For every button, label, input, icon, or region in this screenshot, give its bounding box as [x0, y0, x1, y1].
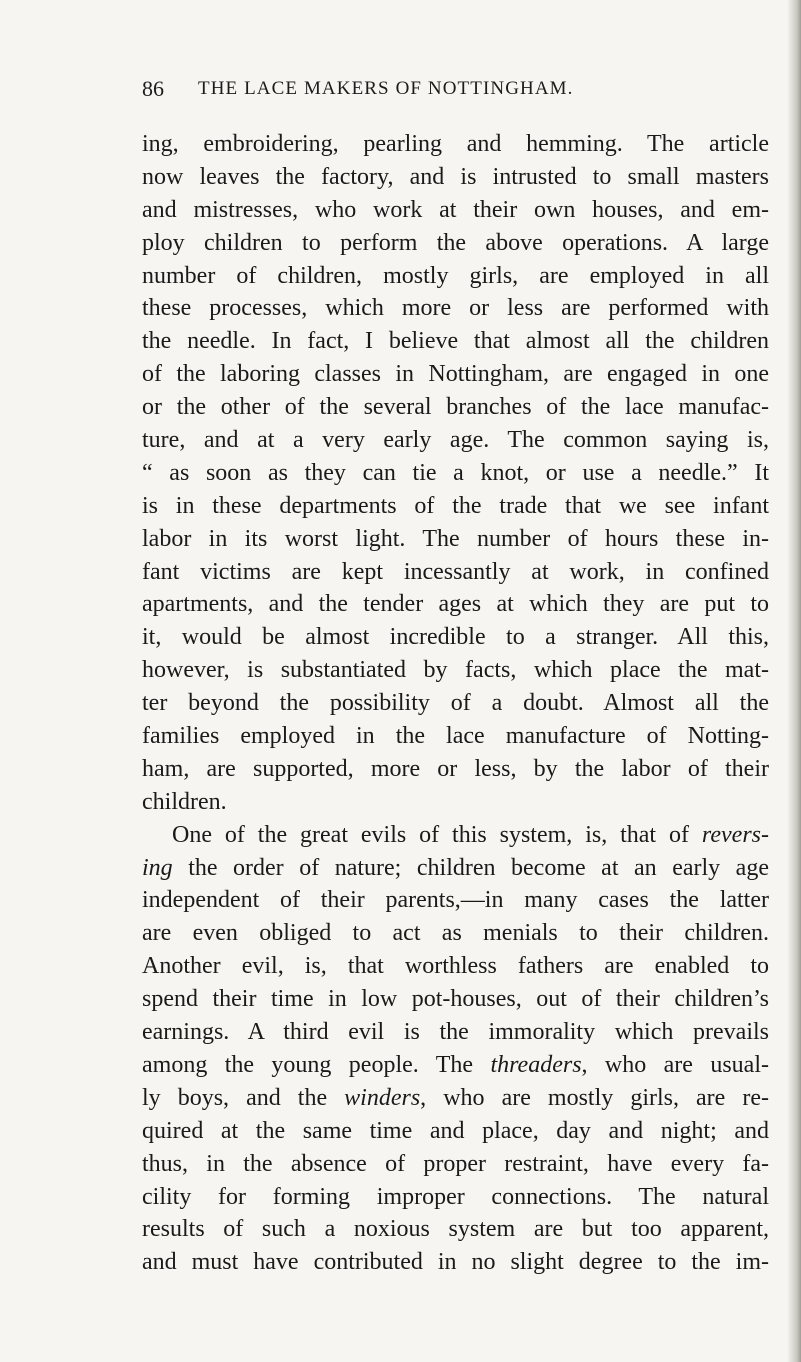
running-head: THE LACE MAKERS OF NOTTINGHAM. [198, 78, 574, 99]
italic-run: ing [142, 854, 173, 881]
text-line [142, 1082, 769, 1115]
text-line: these processes, which more or less are performed with [142, 295, 769, 322]
text-line: ing, embroidering, pearling and hemming. The article [142, 131, 769, 157]
text-line: are even obliged to act as menials to their children. [142, 920, 769, 947]
text-line: ter beyond the possibility of a doubt. Almost all the [142, 690, 769, 717]
text-line: fant victims are kept incessantly at work, in confined [142, 558, 769, 585]
text-line: now leaves the factory, and is intrusted to small masters [142, 163, 769, 190]
text-line: earnings. A third evil is the immorality which prevails [142, 1019, 769, 1046]
page-header [142, 76, 762, 106]
paragraph-1 [142, 128, 769, 819]
text-line: the needle. In fact, I believe that almost all the children [142, 328, 769, 355]
text-run: among the young people. The [142, 1051, 491, 1078]
text-line: quired at the same time and place, day and night; and [142, 1117, 769, 1144]
text-line: spend their time in low pot-houses, out of their children’s [142, 986, 769, 1013]
text-line: Another evil, is, that worthless fathers are enabled to [142, 953, 769, 980]
text-run: , who are mostly girls, are re- [420, 1084, 769, 1111]
text-run: the order of nature; children become at an early age [172, 854, 769, 881]
text-run: One of the great evils of this system, is, that of [172, 821, 702, 848]
text-line: it, would be almost incredible to a stranger. All this, [142, 624, 769, 651]
text-line: and must have contributed in no slight degree to the im- [142, 1249, 769, 1276]
text-line: ploy children to perform the above operations. A large [142, 229, 769, 256]
body-text [142, 128, 769, 1279]
italic-run: revers- [701, 821, 769, 848]
text-line: however, is substantiated by facts, which place the mat- [142, 657, 769, 684]
text-line [142, 852, 769, 885]
text-run: , who are usual- [581, 1051, 769, 1078]
text-line: ham, are supported, more or less, by the labor of their [142, 755, 769, 782]
text-line: apartments, and the tender ages at which they are put to [142, 591, 769, 618]
page-edge-shadow [787, 0, 801, 1362]
italic-run: threaders [490, 1051, 582, 1078]
text-line: number of children, mostly girls, are employed in all [142, 262, 769, 289]
text-run: ly boys, and the [142, 1084, 345, 1111]
text-line: and mistresses, who work at their own houses, and em- [142, 196, 769, 223]
page-number: 86 [142, 76, 164, 101]
text-line: is in these departments of the trade that we see infant [142, 492, 769, 519]
text-line: results of such a noxious system are but too apparent, [142, 1216, 769, 1243]
text-line: of the laboring classes in Nottingham, are engaged in one [142, 361, 769, 388]
text-line: labor in its worst light. The number of hours these in- [142, 525, 769, 552]
text-line: ture, and at a very early age. The common saying is, [142, 427, 769, 454]
text-line: thus, in the absence of proper restraint, have every fa- [142, 1150, 769, 1177]
text-line [142, 819, 769, 852]
text-line: cility for forming improper connections. The natural [142, 1183, 769, 1210]
text-line: or the other of the several branches of the lace manufac- [142, 394, 769, 421]
paragraph-2 [142, 819, 769, 1279]
text-line: children. [142, 788, 227, 815]
text-line: independent of their parents,—in many cases the latter [142, 887, 769, 914]
text-line: “ as soon as they can tie a knot, or use a needle.” It [142, 459, 769, 486]
text-line [142, 1049, 769, 1082]
italic-run: winders [344, 1084, 421, 1111]
text-line: families employed in the lace manufacture of Notting- [142, 723, 769, 750]
